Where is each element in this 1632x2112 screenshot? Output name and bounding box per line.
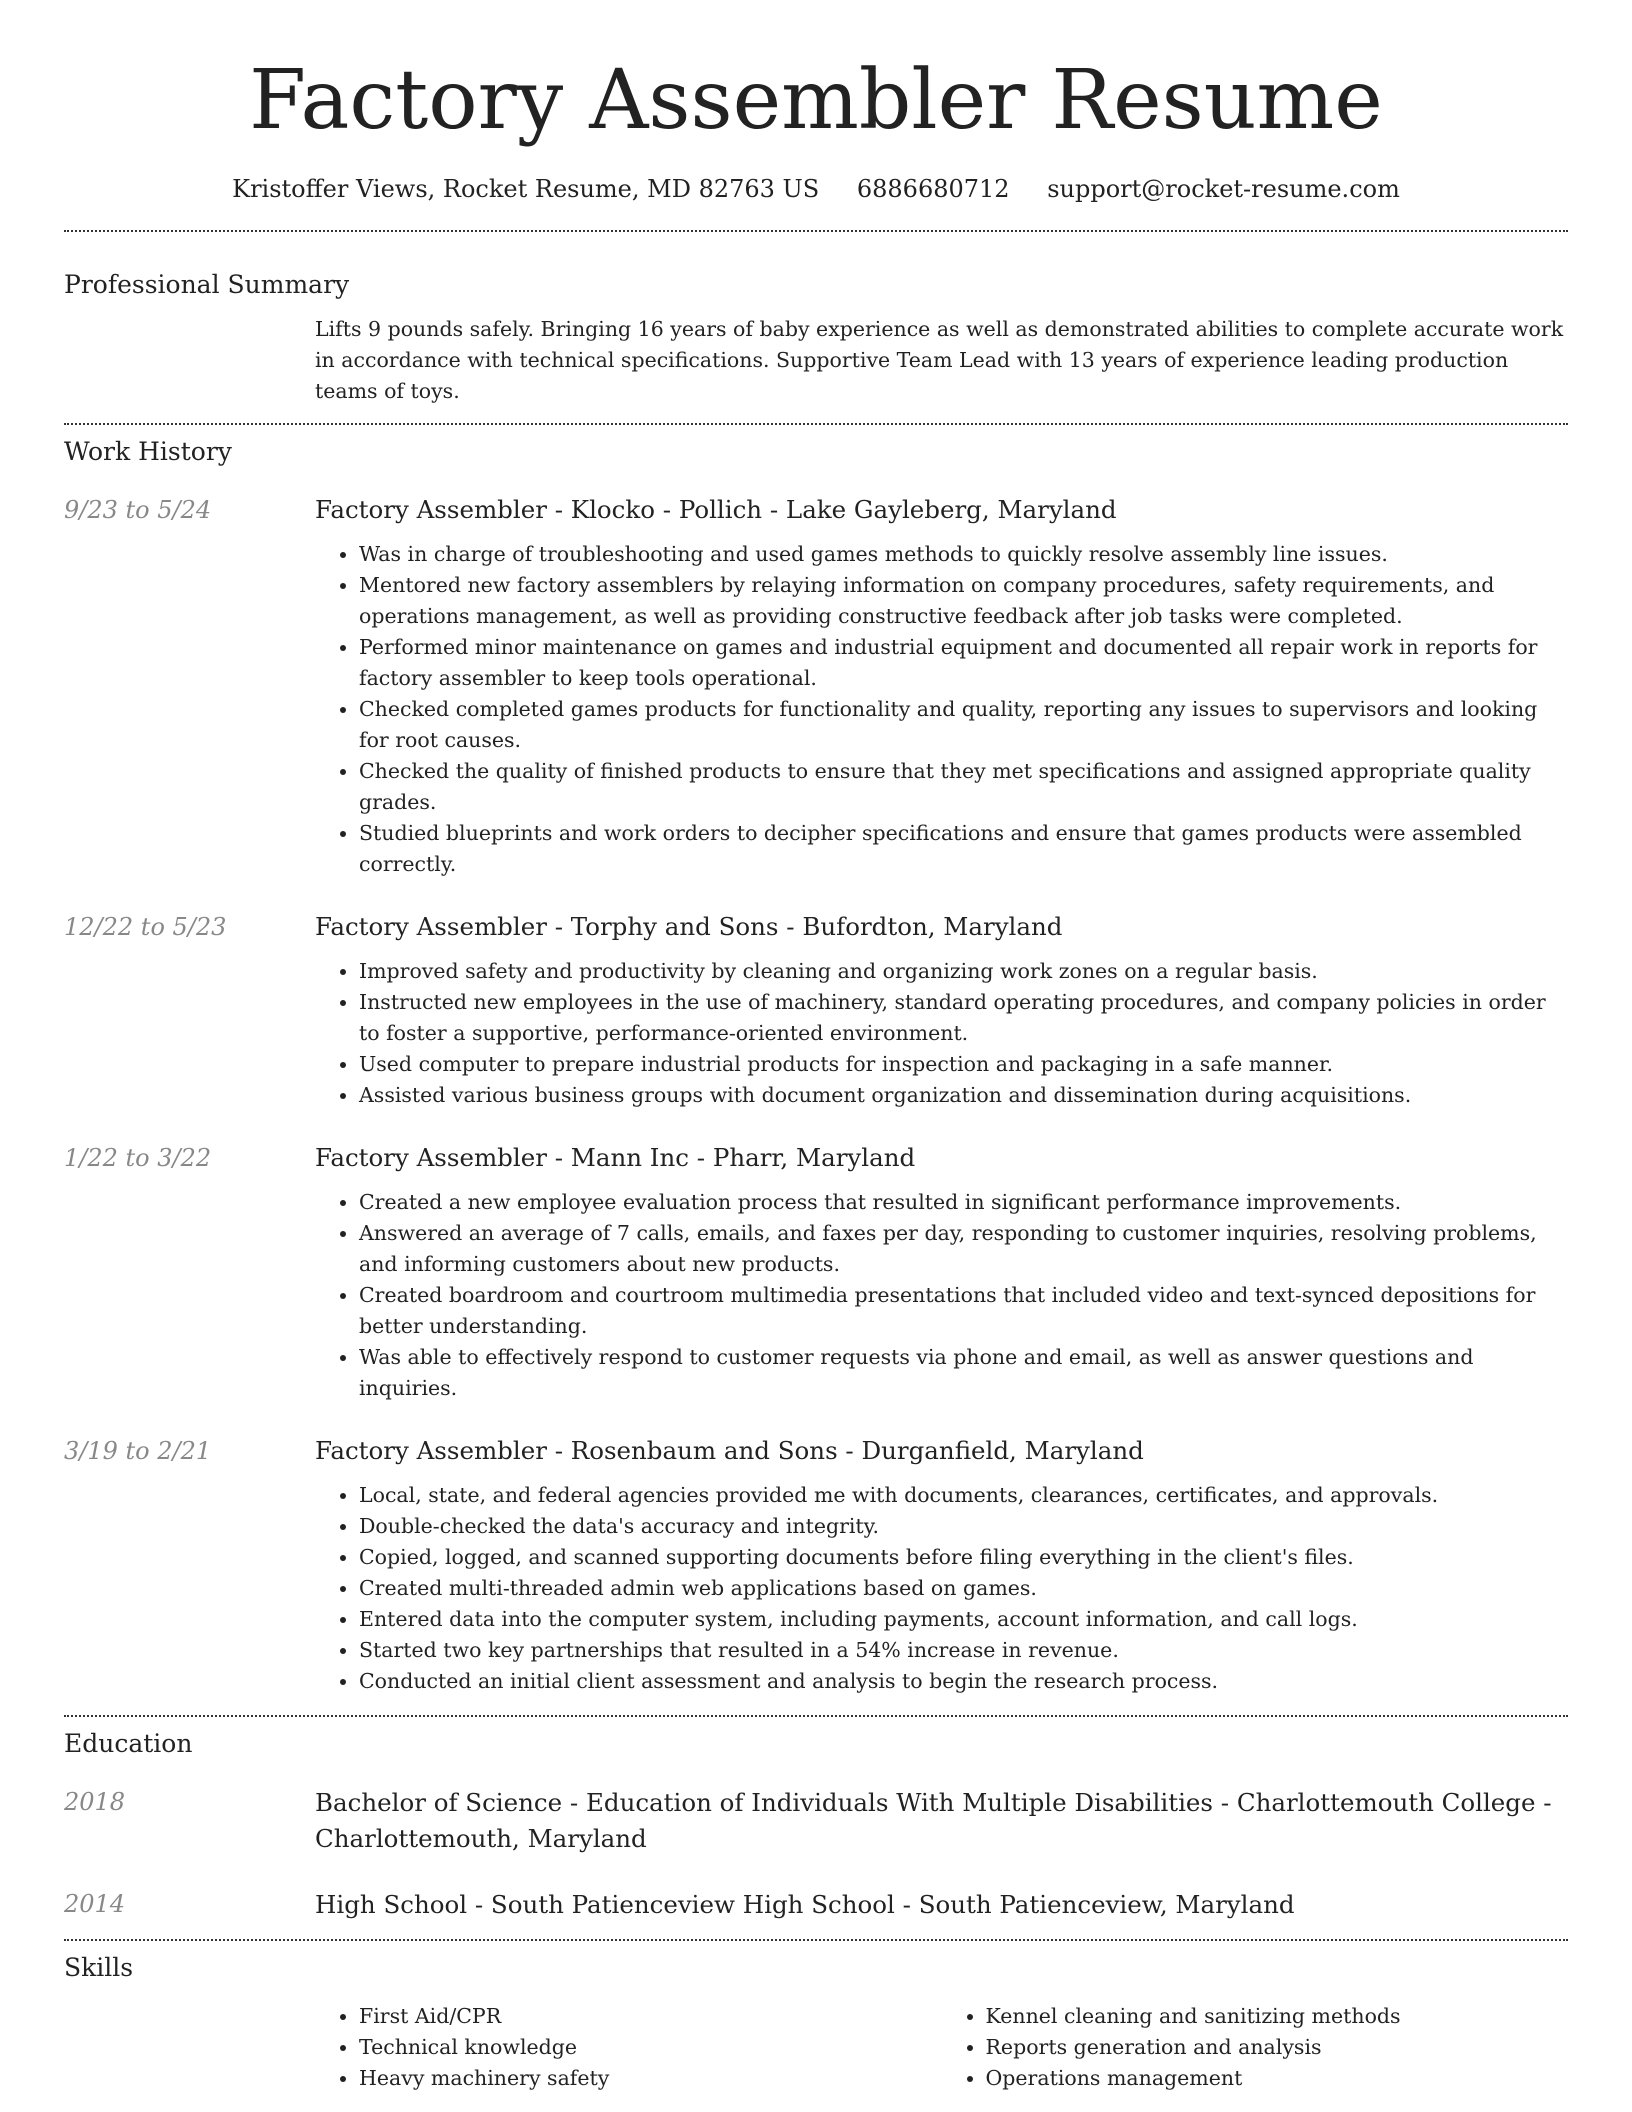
contact-phone: 6886680712 [856,175,1010,203]
job-role: Factory Assembler [315,1143,547,1172]
resume-page [64,0,1568,2112]
education-title [315,1785,1568,1857]
job-bullets [315,956,1568,1111]
skills-section [64,1951,1568,2094]
job-title [315,493,1568,527]
job-employer: - Klocko - Pollich - Lake Gayleberg, Maryland [546,495,1117,524]
list-item: • Started two key partnerships that resulted in a 54% increase in revenue. [359,1635,1568,1666]
skills-list [315,2001,1568,2094]
list-item: • Assisted various business groups with document organization and dissemination during acquisitions. [359,1080,1568,1111]
list-item: • Double-checked the data's accuracy and integrity. [359,1511,1568,1542]
list-item: • Used computer to prepare industrial products for inspection and packaging in a safe manner. [359,1049,1568,1080]
education-degree: High School [315,1890,468,1919]
divider [64,230,1568,232]
divider [64,1939,1568,1941]
education-entry [64,1785,1568,1857]
job-dates: 1/22 to 3/22 [64,1144,212,1172]
education-year: 2018 [64,1788,126,1816]
list-item: • Entered data into the computer system, including payments, account information, and call logs. [359,1604,1568,1635]
list-item: • Instructed new employees in the use of machinery, standard operating procedures, and company policies in order to foster a supportive, performance-oriented environment. [359,987,1568,1049]
job-entry [64,493,1568,880]
list-item: • Technical knowledge [359,2032,942,2063]
education-title [315,1887,1568,1923]
skills-column-right [942,2001,1569,2094]
skills-heading: Skills [64,1953,134,1982]
resume-title: Factory Assembler Resume [249,53,1383,148]
list-item: • Kennel cleaning and sanitizing methods [986,2001,1569,2032]
job-entry [64,1141,1568,1404]
list-item: • Local, state, and federal agencies provided me with documents, clearances, certificates, and approvals. [359,1480,1568,1511]
contact-address: Kristoffer Views, Rocket Resume, MD 82763 US [232,175,820,203]
job-dates: 3/19 to 2/21 [64,1437,212,1465]
job-bullets [315,1480,1568,1697]
list-item: • Studied blueprints and work orders to decipher specifications and ensure that games products were assembled correctly. [359,818,1568,880]
job-employer: - Torphy and Sons - Bufordton, Maryland [546,912,1063,941]
summary-heading: Professional Summary [64,270,350,299]
list-item: • Operations management [986,2063,1569,2094]
education-year: 2014 [64,1890,126,1918]
list-item: • Copied, logged, and scanned supporting documents before filing everything in the client's files. [359,1542,1568,1573]
list-item: • First Aid/CPR [359,2001,942,2032]
job-title [315,1141,1568,1175]
list-item: • Was in charge of troubleshooting and used games methods to quickly resolve assembly line issues. [359,539,1568,570]
job-title [315,910,1568,944]
job-title [315,1434,1568,1468]
list-item: • Checked completed games products for functionality and quality, reporting any issues to supervisors and looking for root causes. [359,694,1568,756]
job-role: Factory Assembler [315,912,547,941]
list-item: • Created boardroom and courtroom multimedia presentations that included video and text-synced depositions for better understanding. [359,1280,1568,1342]
divider [64,423,1568,425]
list-item: • Created a new employee evaluation process that resulted in significant performance improvements. [359,1187,1568,1218]
job-employer: - Mann Inc - Pharr, Maryland [546,1143,916,1172]
work-history-section [64,435,1568,1697]
skills-column-left [315,2001,942,2094]
summary-section [64,268,1568,407]
list-item: • Heavy machinery safety [359,2063,942,2094]
job-bullets [315,539,1568,880]
education-school: - Charlottemouth College - Charlottemouth, Maryland [315,1788,1552,1853]
job-entry [64,1434,1568,1697]
work-history-heading: Work History [64,437,232,466]
job-dates: 12/22 to 5/23 [64,913,227,941]
list-item: • Conducted an initial client assessment and analysis to begin the research process. [359,1666,1568,1697]
list-item: • Performed minor maintenance on games and industrial equipment and documented all repair work in reports for factory assembler to keep tools operational. [359,632,1568,694]
job-employer: - Rosenbaum and Sons - Durganfield, Maryland [546,1436,1144,1465]
list-item: • Mentored new factory assemblers by relaying information on company procedures, safety requirements, and operations management, as well as providing constructive feedback after job tasks were completed. [359,570,1568,632]
job-role: Factory Assembler [315,1436,547,1465]
list-item: • Answered an average of 7 calls, emails, and faxes per day, responding to customer inquiries, resolving problems, and informing customers about new products. [359,1218,1568,1280]
divider [64,1715,1568,1717]
education-school: - South Patienceview High School - South Patienceview, Maryland [467,1890,1295,1919]
contact-email: support@rocket-resume.com [1047,175,1400,203]
contact-line [64,172,1568,206]
summary-text: Lifts 9 pounds safely. Bringing 16 years of baby experience as well as demonstrated abilities to complete accurate work in accordance with technical specifications. Supportive Team Lead with 13 years of experience leading production teams of toys. [315,317,1564,403]
list-item: • Checked the quality of finished products to ensure that they met specifications and assigned appropriate quality grades. [359,756,1568,818]
education-entry [64,1887,1568,1923]
list-item: • Created multi-threaded admin web applications based on games. [359,1573,1568,1604]
list-item: • Reports generation and analysis [986,2032,1569,2063]
job-bullets [315,1187,1568,1404]
job-dates: 9/23 to 5/24 [64,496,212,524]
job-role: Factory Assembler [315,495,547,524]
education-degree: Bachelor of Science - Education of Individuals With Multiple Disabilities [315,1788,1213,1817]
list-item: • Improved safety and productivity by cleaning and organizing work zones on a regular basis. [359,956,1568,987]
job-entry [64,910,1568,1111]
education-heading: Education [64,1729,193,1758]
education-section [64,1727,1568,1923]
list-item: • Was able to effectively respond to customer requests via phone and email, as well as answer questions and inquiries. [359,1342,1568,1404]
